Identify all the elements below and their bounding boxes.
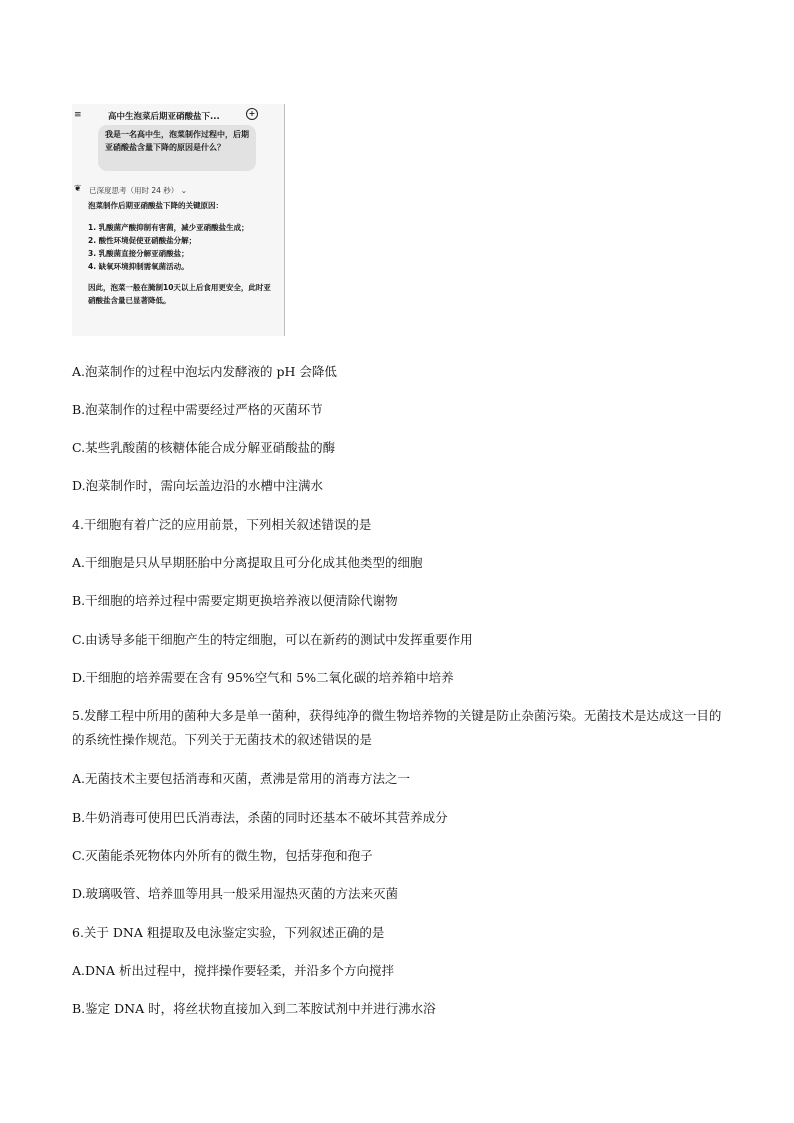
assistant-answer — [88, 199, 278, 307]
user-question-bubble: 我是一名高中生，泡菜制作过程中，后期亚硝酸盐含量下降的原因是什么？ — [98, 125, 256, 171]
thinking-label: 已深度思考（用时 24 秒） ⌄ — [89, 186, 187, 195]
q6-stem: 6.关于 DNA 粗提取及电泳鉴定实验，下列叙述正确的是 — [72, 925, 385, 940]
answer-point: 1. 乳酸菌产酸抑制有害菌，减少亚硝酸盐生成； — [88, 223, 249, 232]
q5-option-d: D.玻璃吸管、培养皿等用具一般采用湿热灭菌的方法来灭菌 — [72, 886, 399, 901]
q4-stem: 4.干细胞有着广泛的应用前景，下列相关叙述错误的是 — [72, 517, 372, 532]
new-chat-icon: + — [246, 108, 258, 120]
q3-option-d: D.泡菜制作时，需向坛盖边沿的水槽中注满水 — [72, 478, 324, 493]
q5-option-b: B.牛奶消毒可使用巴氏消毒法，杀菌的同时还基本不破坏其营养成分 — [72, 810, 448, 825]
answer-point: 2. 酸性环境促使亚硝酸盐分解； — [88, 236, 197, 245]
q4-option-d: D.干细胞的培养需要在含有 95%空气和 5%二氧化碳的培养箱中培养 — [72, 670, 454, 685]
chat-screenshot-image — [72, 104, 285, 336]
q6-option-a: A.DNA 析出过程中，搅拌操作要轻柔，并沿多个方向搅拌 — [72, 963, 394, 978]
answer-point: 3. 乳酸菌直接分解亚硝酸盐； — [88, 249, 189, 258]
thinking-status — [72, 184, 284, 198]
q3-option-c: C.某些乳酸菌的核糖体能合成分解亚硝酸盐的酶 — [72, 440, 336, 455]
chat-title: 高中生泡菜后期亚硝酸盐下... — [108, 112, 220, 122]
answer-conclusion: 因此，泡菜一般在腌制10天以上后食用更安全，此时亚硝酸盐含量已显著降低。 — [88, 283, 271, 305]
menu-icon: ≡ — [74, 110, 82, 120]
chat-header — [72, 110, 284, 126]
q3-option-b: B.泡菜制作的过程中需要经过严格的灭菌环节 — [72, 402, 323, 417]
q5-stem: 5.发酵工程中所用的菌种大多是单一菌种，获得纯净的微生物培养物的关键是防止杂菌污染。无菌技术是达成这一目的的系统性操作规范。下列关于无菌技术的叙述错误的是 — [72, 708, 722, 747]
q4-option-c: C.由诱导多能干细胞产生的特定细胞，可以在新药的测试中发挥重要作用 — [72, 632, 473, 647]
answer-point: 4. 缺氧环境抑制需氧菌活动。 — [88, 262, 189, 271]
q3-option-a: A.泡菜制作的过程中泡坛内发酵液的 pH 会降低 — [72, 364, 337, 379]
assistant-logo-icon: ❦ — [74, 184, 82, 194]
q5-option-a: A.无菌技术主要包括消毒和灭菌，煮沸是常用的消毒方法之一 — [72, 771, 411, 786]
q5-option-c: C.灭菌能杀死物体内外所有的微生物，包括芽孢和孢子 — [72, 848, 373, 863]
answer-heading: 泡菜制作后期亚硝酸盐下降的关键原因： — [88, 201, 223, 210]
q4-option-a: A.干细胞是只从早期胚胎中分离提取且可分化成其他类型的细胞 — [72, 555, 423, 570]
q6-option-b: B.鉴定 DNA 时，将丝状物直接加入到二苯胺试剂中并进行沸水浴 — [72, 1001, 436, 1016]
q4-option-b: B.干细胞的培养过程中需要定期更换培养液以便清除代谢物 — [72, 593, 398, 608]
